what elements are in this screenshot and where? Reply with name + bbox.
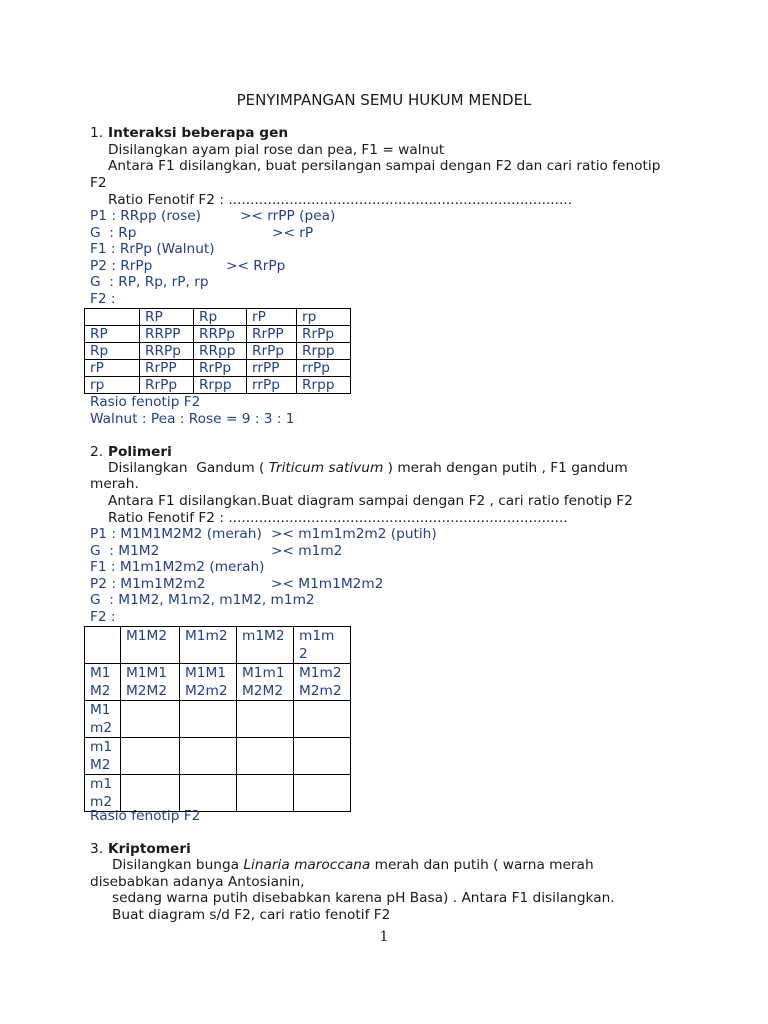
section-3-heading: Kriptomeri — [108, 841, 191, 857]
table-row — [85, 775, 351, 812]
table-header-cell: rp — [297, 309, 351, 326]
section-2-ratio-prompt: Ratio Fenotif F2 : .............................................................................. — [108, 510, 568, 526]
table-header-cell — [237, 627, 294, 664]
table-row — [85, 326, 351, 343]
table-row-header — [85, 701, 121, 738]
table-header-cell: Rp — [194, 309, 247, 326]
table-cell — [121, 738, 180, 775]
section-3-paragraph-line: disebabkan adanya Antosianin, — [90, 874, 305, 890]
table-cell: RRPp — [194, 326, 247, 343]
section-2-cross-g1-partner: >< m1m2 — [271, 543, 343, 559]
section-3-paragraph-line: sedang warna putih disebabkan karena pH Basa) . Antara F1 disilangkan. — [112, 890, 615, 906]
punnett-table-interaksi — [84, 308, 351, 394]
section-1-cross-f1: F1 : RrPp (Walnut) — [90, 241, 215, 257]
section-2-paragraph-line — [108, 459, 628, 477]
cell-line: 2 — [299, 646, 308, 662]
section-2-cross-g1: G : M1M2 — [90, 543, 160, 559]
cell-line: M1M2 — [126, 628, 168, 644]
section-3-number: 3. — [90, 841, 104, 857]
table-cell: rrPP — [247, 360, 297, 377]
section-2-f2-label: F2 : — [90, 609, 116, 625]
text-run: ) merah dengan putih , F1 gandum — [383, 460, 628, 476]
table-row-header — [85, 738, 121, 775]
cell-line: m1 — [90, 739, 113, 755]
table-cell: Rrpp — [297, 377, 351, 394]
cell-line: m1M2 — [242, 628, 285, 644]
section-2-paragraph-line: merah. — [90, 476, 139, 492]
table-cell: RrPP — [140, 360, 194, 377]
table-header-cell — [294, 627, 351, 664]
table-cell — [237, 775, 294, 812]
section-1-paragraph-line: F2 — [90, 175, 107, 191]
cell-line: M1M1 — [126, 665, 168, 681]
section-1-result-label: Rasio fenotip F2 — [90, 394, 201, 410]
section-2-cross-p1: P1 : M1M1M2M2 (merah) — [90, 526, 262, 542]
cell-line: M2 — [90, 757, 111, 773]
table-row — [85, 360, 351, 377]
table-header-row — [85, 309, 351, 326]
section-1-cross-g2: G : RP, Rp, rP, rp — [90, 274, 209, 290]
cell-line: m1 — [90, 776, 113, 792]
punnett-table-polimeri — [84, 626, 351, 812]
table-cell — [294, 701, 351, 738]
section-2-heading: Polimeri — [108, 444, 172, 460]
cell-line: M2 — [90, 683, 111, 699]
table-cell: RrPP — [247, 326, 297, 343]
section-1-number: 1. — [90, 125, 104, 141]
text-run: Disilangkan Gandum ( — [108, 460, 269, 476]
section-3-paragraph-line — [112, 856, 594, 874]
section-1-paragraph-line: Antara F1 disilangkan, buat persilangan sampai dengan F2 dan cari ratio fenotip — [108, 158, 661, 174]
table-cell — [180, 775, 237, 812]
section-2-number: 2. — [90, 444, 104, 460]
cell-line: M1m2 — [185, 628, 228, 644]
table-cell — [180, 738, 237, 775]
cell-line: m2 — [90, 720, 113, 736]
cell-line: M2M2 — [126, 683, 168, 699]
table-cell — [121, 701, 180, 738]
table-row — [85, 664, 351, 701]
table-cell — [294, 664, 351, 701]
section-1-cross-p1: P1 : RRpp (rose) — [90, 208, 201, 224]
table-cell: RrPp — [297, 326, 351, 343]
cell-line: M1m1 — [242, 665, 285, 681]
table-cell — [121, 775, 180, 812]
section-1-ratio-prompt: Ratio Fenotif F2 : ............................................................................... — [108, 192, 573, 208]
section-2-cross-p1-partner: >< m1m1m2m2 (putih) — [271, 526, 437, 542]
section-1-cross-g1-partner: >< rP — [272, 225, 314, 241]
table-header-row — [85, 627, 351, 664]
page-title: PENYIMPANGAN SEMU HUKUM MENDEL — [236, 91, 532, 109]
text-run: Disilangkan bunga — [112, 857, 244, 873]
cell-line: M2M2 — [242, 683, 284, 699]
page-number: 1 — [379, 929, 389, 945]
cell-line: m2 — [90, 794, 113, 810]
species-name: Triticum sativum — [268, 460, 384, 476]
table-cell — [180, 701, 237, 738]
section-2-paragraph-line: Antara F1 disilangkan.Buat diagram sampai dengan F2 , cari ratio fenotip F2 — [108, 493, 633, 509]
table-cell: RRpp — [194, 343, 247, 360]
section-1-heading: Interaksi beberapa gen — [108, 125, 289, 141]
table-header-cell: rP — [247, 309, 297, 326]
table-cell — [294, 738, 351, 775]
cell-line: M1 — [90, 702, 111, 718]
table-row-header — [85, 775, 121, 812]
table-row-header: Rp — [85, 343, 140, 360]
table-cell — [237, 664, 294, 701]
table-header-cell — [121, 627, 180, 664]
section-3-paragraph-line: Buat diagram s/d F2, cari ratio fenotif F2 — [112, 907, 391, 923]
cell-line: M1M1 — [185, 665, 227, 681]
table-cell: RRPP — [140, 326, 194, 343]
table-cell: rrPp — [297, 360, 351, 377]
cell-line: M2m2 — [185, 683, 228, 699]
section-1-cross-g1: G : Rp — [90, 225, 137, 241]
section-2-cross-p2: P2 : M1m1M2m2 — [90, 576, 206, 592]
cell-line: M2m2 — [299, 683, 342, 699]
section-1-cross-p1-partner: >< rrPP (pea) — [240, 208, 336, 224]
table-cell — [294, 775, 351, 812]
table-row-header: RP — [85, 326, 140, 343]
table-cell — [121, 664, 180, 701]
table-cell: RrPp — [140, 377, 194, 394]
table-row-header: rP — [85, 360, 140, 377]
table-cell: RrPp — [247, 343, 297, 360]
text-run: merah dan putih ( warna merah — [370, 857, 594, 873]
table-cell — [237, 738, 294, 775]
table-cell: Rrpp — [194, 377, 247, 394]
section-1-paragraph-line: Disilangkan ayam pial rose dan pea, F1 = walnut — [108, 142, 445, 158]
table-row-header: rp — [85, 377, 140, 394]
species-name: Linaria maroccana — [243, 857, 371, 873]
table-cell — [237, 701, 294, 738]
section-1-f2-label: F2 : — [90, 291, 116, 307]
section-2-cross-g2: G : M1M2, M1m2, m1M2, m1m2 — [90, 592, 315, 608]
section-2-result-label: Rasio fenotip F2 — [90, 808, 201, 824]
section-1-result: Walnut : Pea : Rose = 9 : 3 : 1 — [90, 411, 295, 427]
table-cell: Rrpp — [297, 343, 351, 360]
cell-line: M1 — [90, 665, 111, 681]
section-1-cross-p2-partner: >< RrPp — [226, 258, 286, 274]
table-cell: RrPp — [194, 360, 247, 377]
cell-line: m1m — [299, 628, 335, 644]
table-cell: RRPp — [140, 343, 194, 360]
table-corner-cell — [85, 309, 140, 326]
section-2-cross-f1: F1 : M1m1M2m2 (merah) — [90, 559, 265, 575]
table-row — [85, 343, 351, 360]
table-header-cell: RP — [140, 309, 194, 326]
cell-line: M1m2 — [299, 665, 342, 681]
table-cell: rrPp — [247, 377, 297, 394]
table-row — [85, 701, 351, 738]
table-row-header — [85, 664, 121, 701]
table-row — [85, 377, 351, 394]
section-1-cross-p2: P2 : RrPp — [90, 258, 153, 274]
table-corner-cell — [85, 627, 121, 664]
table-cell — [180, 664, 237, 701]
table-row — [85, 738, 351, 775]
table-header-cell — [180, 627, 237, 664]
section-2-cross-p2-partner: >< M1m1M2m2 — [271, 576, 384, 592]
